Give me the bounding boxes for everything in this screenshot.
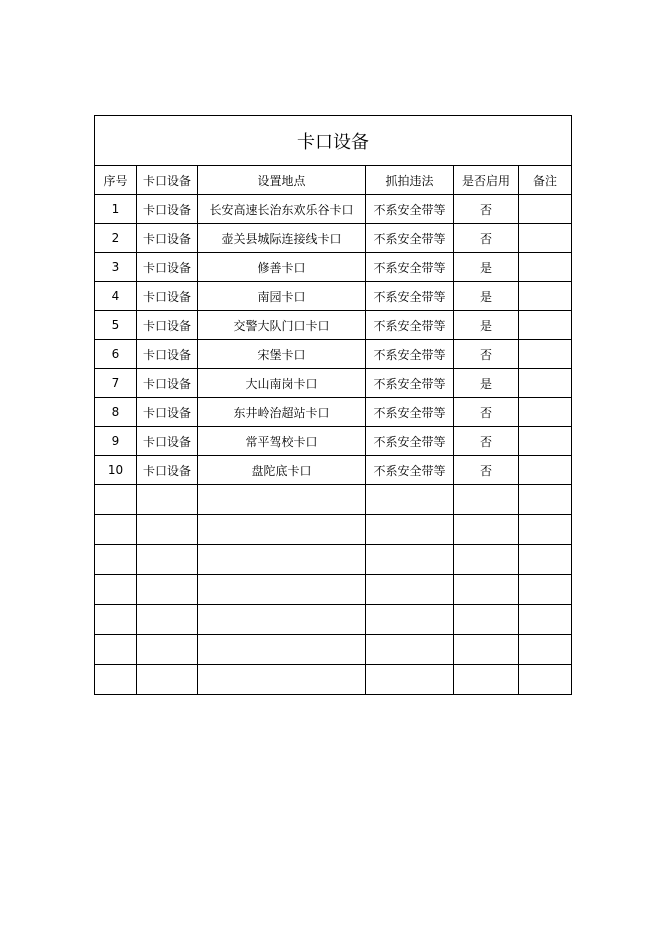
empty-cell bbox=[198, 485, 366, 515]
cell-note bbox=[519, 282, 572, 311]
cell-device: 卡口设备 bbox=[137, 398, 198, 427]
cell-violation: 不系安全带等 bbox=[366, 427, 454, 456]
empty-cell bbox=[198, 545, 366, 575]
empty-cell bbox=[95, 545, 137, 575]
cell-device: 卡口设备 bbox=[137, 282, 198, 311]
empty-cell bbox=[366, 665, 454, 695]
table-body bbox=[95, 195, 572, 485]
empty-cell bbox=[366, 575, 454, 605]
cell-serial-number: 2 bbox=[95, 224, 137, 253]
header-row bbox=[95, 166, 572, 195]
cell-enabled: 是 bbox=[454, 369, 519, 398]
cell-device: 卡口设备 bbox=[137, 311, 198, 340]
empty-cell bbox=[95, 605, 137, 635]
empty-cell bbox=[137, 605, 198, 635]
cell-serial-number: 9 bbox=[95, 427, 137, 456]
table-row bbox=[95, 427, 572, 456]
empty-cell bbox=[95, 635, 137, 665]
cell-violation: 不系安全带等 bbox=[366, 224, 454, 253]
cell-device: 卡口设备 bbox=[137, 253, 198, 282]
table-row bbox=[95, 340, 572, 369]
cell-location: 修善卡口 bbox=[198, 253, 366, 282]
header-violation: 抓拍违法 bbox=[366, 166, 454, 195]
empty-table-row bbox=[95, 485, 572, 515]
empty-table-row bbox=[95, 515, 572, 545]
empty-cell bbox=[454, 575, 519, 605]
header-location: 设置地点 bbox=[198, 166, 366, 195]
table-row bbox=[95, 253, 572, 282]
cell-location: 宋堡卡口 bbox=[198, 340, 366, 369]
header-device: 卡口设备 bbox=[137, 166, 198, 195]
empty-cell bbox=[519, 575, 572, 605]
cell-location: 长安高速长治东欢乐谷卡口 bbox=[198, 195, 366, 224]
empty-cell bbox=[519, 635, 572, 665]
empty-cell bbox=[519, 515, 572, 545]
cell-serial-number: 3 bbox=[95, 253, 137, 282]
cell-note bbox=[519, 398, 572, 427]
cell-location: 壶关县城际连接线卡口 bbox=[198, 224, 366, 253]
empty-cell bbox=[366, 485, 454, 515]
cell-location: 交警大队门口卡口 bbox=[198, 311, 366, 340]
cell-note bbox=[519, 195, 572, 224]
cell-device: 卡口设备 bbox=[137, 195, 198, 224]
empty-cell bbox=[95, 575, 137, 605]
cell-note bbox=[519, 340, 572, 369]
cell-note bbox=[519, 224, 572, 253]
table-title: 卡口设备 bbox=[95, 116, 572, 166]
empty-cell bbox=[366, 635, 454, 665]
title-row bbox=[95, 116, 572, 166]
cell-location: 南园卡口 bbox=[198, 282, 366, 311]
cell-serial-number: 8 bbox=[95, 398, 137, 427]
empty-cell bbox=[95, 485, 137, 515]
table-row bbox=[95, 398, 572, 427]
empty-cell bbox=[454, 605, 519, 635]
checkpoint-device-table bbox=[94, 115, 572, 695]
empty-cell bbox=[95, 515, 137, 545]
cell-serial-number: 1 bbox=[95, 195, 137, 224]
empty-cell bbox=[95, 665, 137, 695]
header-enabled: 是否启用 bbox=[454, 166, 519, 195]
cell-enabled: 是 bbox=[454, 311, 519, 340]
empty-cell bbox=[137, 575, 198, 605]
cell-device: 卡口设备 bbox=[137, 224, 198, 253]
empty-cell bbox=[198, 575, 366, 605]
empty-cell bbox=[519, 485, 572, 515]
cell-serial-number: 4 bbox=[95, 282, 137, 311]
table-row bbox=[95, 195, 572, 224]
empty-cell bbox=[198, 605, 366, 635]
cell-location: 盘陀底卡口 bbox=[198, 456, 366, 485]
table-row bbox=[95, 282, 572, 311]
empty-cell bbox=[137, 485, 198, 515]
table-row bbox=[95, 456, 572, 485]
empty-table-row bbox=[95, 605, 572, 635]
empty-table-row bbox=[95, 665, 572, 695]
cell-location: 大山南岗卡口 bbox=[198, 369, 366, 398]
table-row bbox=[95, 369, 572, 398]
empty-cell bbox=[366, 515, 454, 545]
empty-table-row bbox=[95, 545, 572, 575]
cell-serial-number: 10 bbox=[95, 456, 137, 485]
empty-cell bbox=[137, 665, 198, 695]
empty-cell bbox=[519, 605, 572, 635]
cell-note bbox=[519, 456, 572, 485]
empty-cell bbox=[454, 665, 519, 695]
cell-violation: 不系安全带等 bbox=[366, 340, 454, 369]
cell-enabled: 否 bbox=[454, 398, 519, 427]
empty-cell bbox=[366, 545, 454, 575]
cell-device: 卡口设备 bbox=[137, 456, 198, 485]
empty-cell bbox=[366, 605, 454, 635]
cell-violation: 不系安全带等 bbox=[366, 311, 454, 340]
cell-violation: 不系安全带等 bbox=[366, 253, 454, 282]
header-serial-number: 序号 bbox=[95, 166, 137, 195]
cell-enabled: 是 bbox=[454, 253, 519, 282]
cell-violation: 不系安全带等 bbox=[366, 398, 454, 427]
empty-cell bbox=[198, 515, 366, 545]
cell-violation: 不系安全带等 bbox=[366, 195, 454, 224]
cell-enabled: 否 bbox=[454, 340, 519, 369]
cell-device: 卡口设备 bbox=[137, 340, 198, 369]
cell-device: 卡口设备 bbox=[137, 369, 198, 398]
cell-device: 卡口设备 bbox=[137, 427, 198, 456]
empty-rows bbox=[95, 485, 572, 695]
cell-violation: 不系安全带等 bbox=[366, 282, 454, 311]
header-note: 备注 bbox=[519, 166, 572, 195]
empty-cell bbox=[519, 545, 572, 575]
cell-enabled: 否 bbox=[454, 427, 519, 456]
table-row bbox=[95, 311, 572, 340]
cell-location: 常平驾校卡口 bbox=[198, 427, 366, 456]
cell-note bbox=[519, 427, 572, 456]
cell-enabled: 否 bbox=[454, 456, 519, 485]
cell-violation: 不系安全带等 bbox=[366, 456, 454, 485]
cell-enabled: 否 bbox=[454, 195, 519, 224]
empty-cell bbox=[519, 665, 572, 695]
cell-enabled: 否 bbox=[454, 224, 519, 253]
empty-cell bbox=[137, 545, 198, 575]
cell-note bbox=[519, 369, 572, 398]
cell-note bbox=[519, 311, 572, 340]
empty-cell bbox=[137, 515, 198, 545]
table-row bbox=[95, 224, 572, 253]
empty-table-row bbox=[95, 575, 572, 605]
empty-cell bbox=[198, 635, 366, 665]
empty-cell bbox=[198, 665, 366, 695]
cell-serial-number: 7 bbox=[95, 369, 137, 398]
empty-cell bbox=[454, 485, 519, 515]
cell-note bbox=[519, 253, 572, 282]
cell-serial-number: 6 bbox=[95, 340, 137, 369]
cell-location: 东井岭治超站卡口 bbox=[198, 398, 366, 427]
cell-serial-number: 5 bbox=[95, 311, 137, 340]
empty-table-row bbox=[95, 635, 572, 665]
empty-cell bbox=[454, 635, 519, 665]
cell-violation: 不系安全带等 bbox=[366, 369, 454, 398]
empty-cell bbox=[454, 545, 519, 575]
empty-cell bbox=[454, 515, 519, 545]
cell-enabled: 是 bbox=[454, 282, 519, 311]
empty-cell bbox=[137, 635, 198, 665]
